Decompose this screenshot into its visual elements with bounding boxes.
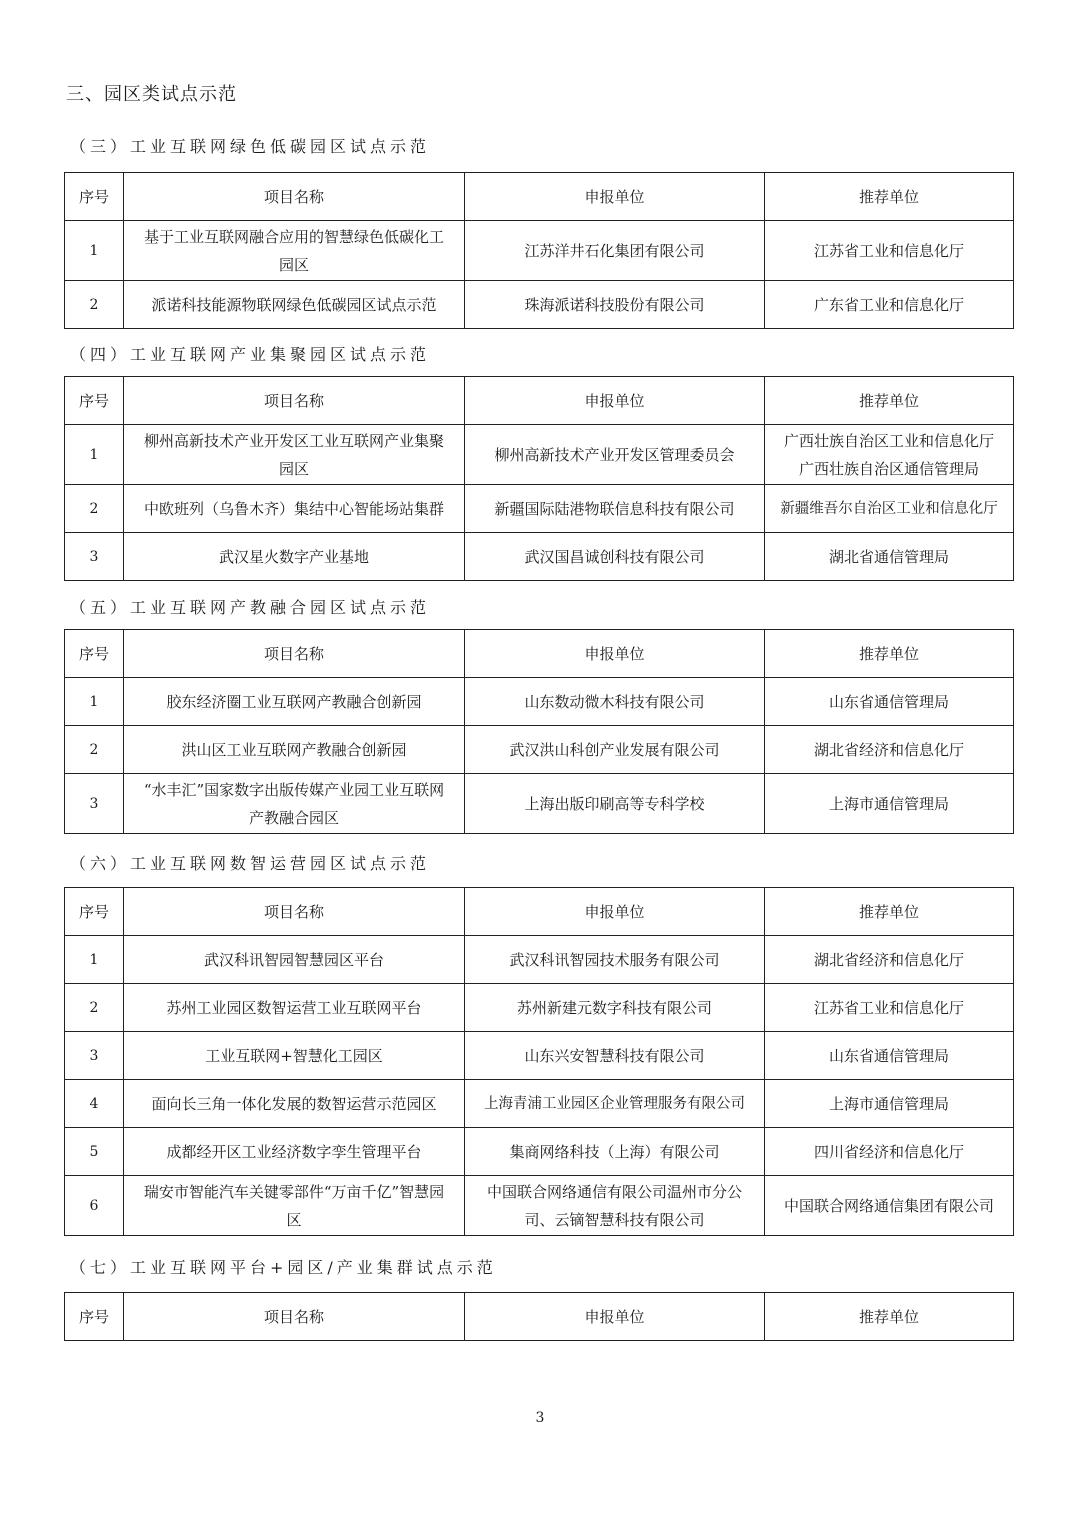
row-recommender: 江苏省工业和信息化厅 xyxy=(765,984,1014,1032)
row-name: 柳州高新技术产业开发区工业互联网产业集聚 园区 xyxy=(124,425,465,485)
header-recommender: 推荐单位 xyxy=(765,630,1014,678)
table-row xyxy=(65,1128,1014,1176)
row-recommender: 上海市通信管理局 xyxy=(765,1080,1014,1128)
row-applicant: 中国联合网络通信有限公司温州市分公 司、云镝智慧科技有限公司 xyxy=(465,1176,765,1236)
row-applicant: 武汉洪山科创产业发展有限公司 xyxy=(465,726,765,774)
row-applicant: 江苏洋井石化集团有限公司 xyxy=(465,221,765,281)
row-name: 武汉科讯智园智慧园区平台 xyxy=(124,936,465,984)
row-name: “水丰汇”国家数字出版传媒产业园工业互联网 产教融合园区 xyxy=(124,774,465,834)
header-no: 序号 xyxy=(65,888,124,936)
page-heading: 三、园区类试点示范 xyxy=(66,84,237,105)
row-name: 派诺科技能源物联网绿色低碳园区试点示范 xyxy=(124,281,465,329)
row-applicant: 山东数动微木科技有限公司 xyxy=(465,678,765,726)
row-no: 2 xyxy=(65,984,124,1032)
row-name: 成都经开区工业经济数字孪生管理平台 xyxy=(124,1128,465,1176)
row-applicant: 新疆国际陆港物联信息科技有限公司 xyxy=(465,485,765,533)
row-no: 3 xyxy=(65,774,124,834)
table-digital-operation xyxy=(64,887,1014,1236)
table-row xyxy=(65,533,1014,581)
row-recommender: 湖北省经济和信息化厅 xyxy=(765,936,1014,984)
table-row xyxy=(65,485,1014,533)
row-recommender: 湖北省通信管理局 xyxy=(765,533,1014,581)
row-no: 3 xyxy=(65,533,124,581)
table-row xyxy=(65,1080,1014,1128)
row-name: 洪山区工业互联网产教融合创新园 xyxy=(124,726,465,774)
row-name: 胶东经济圈工业互联网产教融合创新园 xyxy=(124,678,465,726)
table-industry-education xyxy=(64,629,1014,834)
header-no: 序号 xyxy=(65,630,124,678)
table-row xyxy=(65,678,1014,726)
row-recommender: 中国联合网络通信集团有限公司 xyxy=(765,1176,1014,1236)
table-row xyxy=(65,221,1014,281)
row-name: 瑞安市智能汽车关键零部件“万亩千亿”智慧园 区 xyxy=(124,1176,465,1236)
row-name: 武汉星火数字产业基地 xyxy=(124,533,465,581)
row-no: 2 xyxy=(65,726,124,774)
header-name: 项目名称 xyxy=(124,173,465,221)
table-row xyxy=(65,774,1014,834)
header-no: 序号 xyxy=(65,377,124,425)
row-name: 中欧班列（乌鲁木齐）集结中心智能场站集群 xyxy=(124,485,465,533)
header-recommender: 推荐单位 xyxy=(765,377,1014,425)
row-name: 面向长三角一体化发展的数智运营示范园区 xyxy=(124,1080,465,1128)
row-recommender: 山东省通信管理局 xyxy=(765,1032,1014,1080)
row-applicant: 集商网络科技（上海）有限公司 xyxy=(465,1128,765,1176)
header-applicant: 申报单位 xyxy=(465,173,765,221)
row-applicant: 柳州高新技术产业开发区管理委员会 xyxy=(465,425,765,485)
row-no: 2 xyxy=(65,485,124,533)
table-row xyxy=(65,1176,1014,1236)
header-applicant: 申报单位 xyxy=(465,1293,765,1341)
page-number: 3 xyxy=(535,1410,545,1426)
table-header-row xyxy=(65,173,1014,221)
table-header-row xyxy=(65,377,1014,425)
row-recommender: 上海市通信管理局 xyxy=(765,774,1014,834)
header-name: 项目名称 xyxy=(124,630,465,678)
header-no: 序号 xyxy=(65,173,124,221)
row-no: 1 xyxy=(65,425,124,485)
table-row xyxy=(65,726,1014,774)
table-header-row xyxy=(65,1293,1014,1341)
row-no: 6 xyxy=(65,1176,124,1236)
table-industry-cluster xyxy=(64,376,1014,581)
table-header-row xyxy=(65,630,1014,678)
row-no: 1 xyxy=(65,221,124,281)
row-name: 工业互联网+智慧化工园区 xyxy=(124,1032,465,1080)
row-applicant: 山东兴安智慧科技有限公司 xyxy=(465,1032,765,1080)
header-recommender: 推荐单位 xyxy=(765,1293,1014,1341)
section-title: （四）工业互联网产业集聚园区试点示范 xyxy=(70,345,431,364)
section-title: （六）工业互联网数智运营园区试点示范 xyxy=(70,854,431,873)
table-header-row xyxy=(65,888,1014,936)
row-name: 苏州工业园区数智运营工业互联网平台 xyxy=(124,984,465,1032)
row-recommender: 江苏省工业和信息化厅 xyxy=(765,221,1014,281)
row-no: 1 xyxy=(65,936,124,984)
section-title: （七）工业互联网平台+园区/产业集群试点示范 xyxy=(70,1258,497,1277)
header-name: 项目名称 xyxy=(124,1293,465,1341)
row-applicant: 上海出版印刷高等专科学校 xyxy=(465,774,765,834)
row-no: 4 xyxy=(65,1080,124,1128)
row-applicant: 上海青浦工业园区企业管理服务有限公司 xyxy=(465,1080,765,1128)
row-recommender: 新疆维吾尔自治区工业和信息化厅 xyxy=(765,485,1014,533)
row-applicant: 武汉国昌诚创科技有限公司 xyxy=(465,533,765,581)
header-no: 序号 xyxy=(65,1293,124,1341)
row-recommender: 湖北省经济和信息化厅 xyxy=(765,726,1014,774)
header-name: 项目名称 xyxy=(124,377,465,425)
header-applicant: 申报单位 xyxy=(465,630,765,678)
header-applicant: 申报单位 xyxy=(465,888,765,936)
row-applicant: 武汉科讯智园技术服务有限公司 xyxy=(465,936,765,984)
table-green-lowcarbon xyxy=(64,172,1014,329)
row-name: 基于工业互联网融合应用的智慧绿色低碳化工 园区 xyxy=(124,221,465,281)
header-recommender: 推荐单位 xyxy=(765,888,1014,936)
row-recommender: 山东省通信管理局 xyxy=(765,678,1014,726)
table-row xyxy=(65,425,1014,485)
row-applicant: 苏州新建元数字科技有限公司 xyxy=(465,984,765,1032)
row-no: 5 xyxy=(65,1128,124,1176)
table-row xyxy=(65,936,1014,984)
table-row xyxy=(65,1032,1014,1080)
row-recommender: 广东省工业和信息化厅 xyxy=(765,281,1014,329)
row-recommender: 四川省经济和信息化厅 xyxy=(765,1128,1014,1176)
section-title: （五）工业互联网产教融合园区试点示范 xyxy=(70,598,431,617)
header-applicant: 申报单位 xyxy=(465,377,765,425)
row-no: 3 xyxy=(65,1032,124,1080)
table-platform-park xyxy=(64,1292,1014,1341)
table-row xyxy=(65,984,1014,1032)
row-no: 2 xyxy=(65,281,124,329)
header-name: 项目名称 xyxy=(124,888,465,936)
header-recommender: 推荐单位 xyxy=(765,173,1014,221)
section-title: （三）工业互联网绿色低碳园区试点示范 xyxy=(70,137,431,156)
row-applicant: 珠海派诺科技股份有限公司 xyxy=(465,281,765,329)
row-recommender: 广西壮族自治区工业和信息化厅 广西壮族自治区通信管理局 xyxy=(765,425,1014,485)
table-row xyxy=(65,281,1014,329)
row-no: 1 xyxy=(65,678,124,726)
